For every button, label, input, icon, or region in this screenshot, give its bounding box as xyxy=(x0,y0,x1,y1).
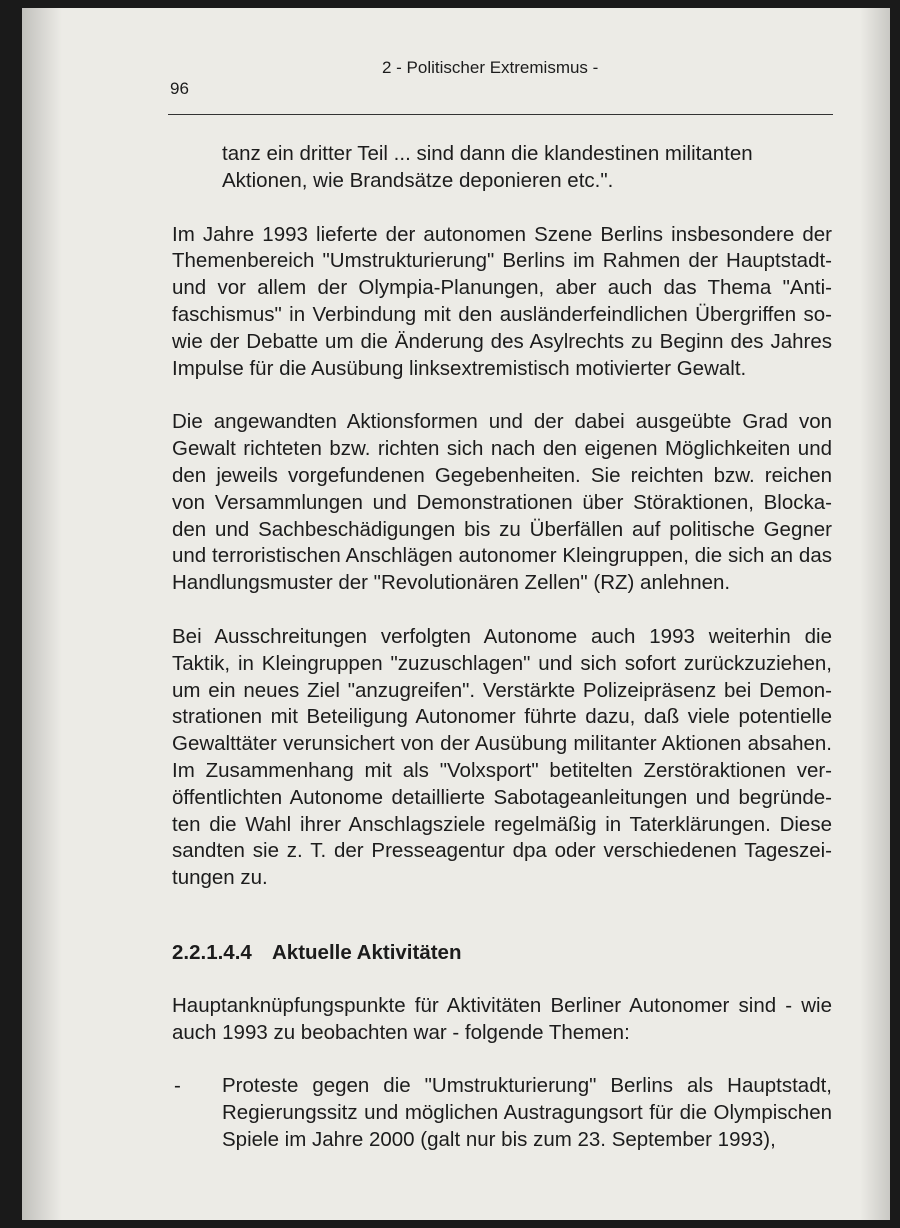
list-dash: - xyxy=(174,1074,181,1098)
page-number: 96 xyxy=(170,79,189,98)
section-title: Aktuelle Aktivitäten xyxy=(272,940,462,964)
page-gutter-shadow xyxy=(22,8,62,1220)
quote-continuation: tanz ein dritter Teil ... sind dann die klandestinen militanten Aktionen, wie Brandsätze deponieren etc.". xyxy=(222,142,753,192)
section-heading xyxy=(172,940,832,967)
list-item xyxy=(172,1073,832,1153)
book-page xyxy=(22,8,890,1220)
running-title: 2 - Politischer Extremismus - xyxy=(382,58,599,77)
list-item-text: Proteste gegen die "Umstrukturierung" Berlins als Hauptstadt, Regierungssitz und möglichen Austragungsort für die Olympischen Spiele im Jahre 2000 (galt nur bis zum 23. September 1993), xyxy=(222,1074,832,1151)
paragraph-4: Hauptanknüpfungspunkte für Aktivitäten Berliner Autonomer sind - wie auch 1993 zu beobachten war - folgende Themen: xyxy=(172,993,832,1044)
section-number: 2.2.1.4.4 xyxy=(172,940,252,964)
paragraph-1: Im Jahre 1993 lieferte der autonomen Szene Berlins insbesondere der Themenbereich "Umstrukturierung" Berlins im Rahmen der Hauptstadt- und vor allem der Olympia-Planungen, aber auch das Thema "Antifaschismus" in Verbindung mit den ausländerfeindlichen Übergriffen sowie der Debatte um die Änderung des Asylrechts zu Beginn des Jahres Impulse für die Ausübung linksextremistisch motivierter Gewalt. xyxy=(172,222,832,380)
page-body xyxy=(172,141,832,1154)
paragraph-3: Bei Ausschreitungen verfolgten Autonome auch 1993 weiterhin die Taktik, in Kleingruppen "zuzuschlagen" und sich sofort zurückzuziehen, um ein neues Ziel "anzugreifen". Verstärkte Polizeipräsenz bei Demonstrationen mit Beteiligung Autonomer führte dazu, daß viele potentielle Gewalttäter verunsichert von der Ausübung militanter Aktionen absahen. Im Zusammenhang mit als "Volxsport" betitelten Zerstöraktionen veröffentlichten Autonome detaillierte Sabotageanleitungen und begründeten die Wahl ihrer Anschlagsziele regelmäßig in Taterklärungen. Diese sandten sie z. T. der Presseagentur dpa oder verschiedenen Tageszeitungen zu. xyxy=(172,624,832,890)
header-rule xyxy=(168,114,833,115)
page-edge-shadow xyxy=(860,8,890,1220)
paragraph-2: Die angewandten Aktionsformen und der dabei ausgeübte Grad von Gewalt richteten bzw. richten sich nach den eigenen Möglichkeiten und den jeweils vorgefundenen Gegebenheiten. Sie reichten bzw. reichen von Versammlungen und Demonstrationen über Störaktionen, Blockaden und Sachbeschädigungen bis zu Überfällen auf politische Gegner und terroristischen Anschlägen autonomer Kleingruppen, die sich an das Handlungsmuster der "Revolutionären Zellen" (RZ) anlehnen. xyxy=(172,410,832,595)
